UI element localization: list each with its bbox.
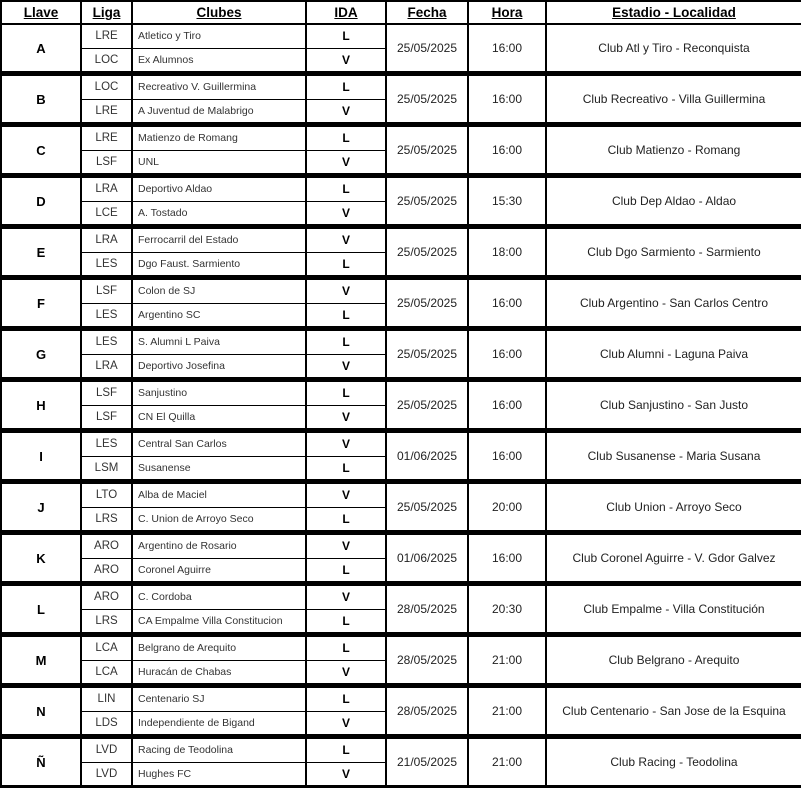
liga-cell: ARO: [81, 533, 132, 559]
club-subrow: [1, 227, 801, 253]
liga-cell: LDS: [81, 711, 132, 737]
liga-cell: LIN: [81, 686, 132, 712]
estadio-cell: Club Centenario - San Jose de la Esquina: [546, 686, 801, 737]
llave-cell: L: [1, 584, 81, 635]
liga-cell: LCE: [81, 201, 132, 227]
llave-cell: D: [1, 176, 81, 227]
ida-cell: L: [306, 635, 386, 661]
liga-cell: LOC: [81, 74, 132, 100]
hora-cell: 16:00: [468, 533, 546, 584]
liga-cell: LES: [81, 303, 132, 329]
club-name-cell: Argentino SC: [132, 303, 306, 329]
llave-cell: G: [1, 329, 81, 380]
club-subrow: [1, 125, 801, 151]
llave-cell: I: [1, 431, 81, 482]
header-clubes: Clubes: [132, 1, 306, 24]
club-name-cell: CN El Quilla: [132, 405, 306, 431]
group-row: [1, 24, 801, 74]
liga-cell: LVD: [81, 762, 132, 787]
estadio-cell: Club Dgo Sarmiento - Sarmiento: [546, 227, 801, 278]
fecha-cell: 25/05/2025: [386, 24, 468, 74]
club-name-cell: Ferrocarril del Estado: [132, 227, 306, 253]
estadio-cell: Club Susanense - Maria Susana: [546, 431, 801, 482]
liga-cell: LSF: [81, 278, 132, 304]
hora-cell: 16:00: [468, 431, 546, 482]
club-subrow: [1, 329, 801, 355]
fecha-cell: 28/05/2025: [386, 584, 468, 635]
hora-cell: 21:00: [468, 686, 546, 737]
llave-cell: J: [1, 482, 81, 533]
club-name-cell: Deportivo Josefina: [132, 354, 306, 380]
liga-cell: LRE: [81, 24, 132, 48]
liga-cell: LCA: [81, 635, 132, 661]
liga-cell: LRA: [81, 176, 132, 202]
club-name-cell: Coronel Aguirre: [132, 558, 306, 584]
hora-cell: 20:30: [468, 584, 546, 635]
hora-cell: 15:30: [468, 176, 546, 227]
club-name-cell: Alba de Maciel: [132, 482, 306, 508]
ida-cell: L: [306, 125, 386, 151]
hora-cell: 21:00: [468, 635, 546, 686]
header-fecha: Fecha: [386, 1, 468, 24]
club-name-cell: Belgrano de Arequito: [132, 635, 306, 661]
club-subrow: [1, 24, 801, 48]
fecha-cell: 01/06/2025: [386, 533, 468, 584]
fecha-cell: 25/05/2025: [386, 329, 468, 380]
ida-cell: V: [306, 150, 386, 176]
estadio-cell: Club Coronel Aguirre - V. Gdor Galvez: [546, 533, 801, 584]
club-subrow: [1, 380, 801, 406]
club-name-cell: Dgo Faust. Sarmiento: [132, 252, 306, 278]
club-subrow: [1, 686, 801, 712]
club-name-cell: Central San Carlos: [132, 431, 306, 457]
fecha-cell: 25/05/2025: [386, 125, 468, 176]
club-name-cell: Sanjustino: [132, 380, 306, 406]
ida-cell: L: [306, 507, 386, 533]
liga-cell: LRE: [81, 125, 132, 151]
club-name-cell: A Juventud de Malabrigo: [132, 99, 306, 125]
ida-cell: L: [306, 74, 386, 100]
club-subrow: [1, 737, 801, 763]
llave-cell: A: [1, 24, 81, 74]
ida-cell: L: [306, 609, 386, 635]
group-row: [1, 278, 801, 329]
liga-cell: LSF: [81, 405, 132, 431]
liga-cell: LSM: [81, 456, 132, 482]
group-row: [1, 176, 801, 227]
group-row: [1, 533, 801, 584]
estadio-cell: Club Union - Arroyo Seco: [546, 482, 801, 533]
estadio-cell: Club Recreativo - Villa Guillermina: [546, 74, 801, 125]
hora-cell: 16:00: [468, 380, 546, 431]
ida-cell: V: [306, 227, 386, 253]
hora-cell: 16:00: [468, 24, 546, 74]
llave-cell: F: [1, 278, 81, 329]
ida-cell: V: [306, 405, 386, 431]
ida-cell: V: [306, 660, 386, 686]
header-llave: Llave: [1, 1, 81, 24]
hora-cell: 16:00: [468, 329, 546, 380]
club-subrow: [1, 278, 801, 304]
liga-cell: ARO: [81, 584, 132, 610]
club-name-cell: Huracán de Chabas: [132, 660, 306, 686]
estadio-cell: Club Empalme - Villa Constitución: [546, 584, 801, 635]
estadio-cell: Club Matienzo - Romang: [546, 125, 801, 176]
ida-cell: L: [306, 737, 386, 763]
header-ida: IDA: [306, 1, 386, 24]
liga-cell: ARO: [81, 558, 132, 584]
ida-cell: L: [306, 558, 386, 584]
ida-cell: L: [306, 303, 386, 329]
ida-cell: V: [306, 431, 386, 457]
fecha-cell: 25/05/2025: [386, 482, 468, 533]
club-subrow: [1, 431, 801, 457]
club-name-cell: Hughes FC: [132, 762, 306, 787]
club-name-cell: Susanense: [132, 456, 306, 482]
header-estadio: Estadio - Localidad: [546, 1, 801, 24]
ida-cell: V: [306, 584, 386, 610]
club-name-cell: Independiente de Bigand: [132, 711, 306, 737]
club-name-cell: Ex Alumnos: [132, 48, 306, 74]
liga-cell: LRA: [81, 354, 132, 380]
estadio-cell: Club Argentino - San Carlos Centro: [546, 278, 801, 329]
llave-cell: B: [1, 74, 81, 125]
fecha-cell: 25/05/2025: [386, 380, 468, 431]
llave-cell: E: [1, 227, 81, 278]
club-subrow: [1, 635, 801, 661]
fecha-cell: 28/05/2025: [386, 635, 468, 686]
liga-cell: LRS: [81, 507, 132, 533]
hora-cell: 20:00: [468, 482, 546, 533]
group-row: [1, 686, 801, 737]
group-row: [1, 227, 801, 278]
fecha-cell: 01/06/2025: [386, 431, 468, 482]
liga-cell: LRS: [81, 609, 132, 635]
ida-cell: V: [306, 278, 386, 304]
ida-cell: L: [306, 176, 386, 202]
ida-cell: L: [306, 686, 386, 712]
club-subrow: [1, 176, 801, 202]
fecha-cell: 25/05/2025: [386, 227, 468, 278]
club-name-cell: Centenario SJ: [132, 686, 306, 712]
group-row: [1, 380, 801, 431]
group-row: [1, 635, 801, 686]
liga-cell: LRA: [81, 227, 132, 253]
club-subrow: [1, 74, 801, 100]
llave-cell: H: [1, 380, 81, 431]
estadio-cell: Club Atl y Tiro - Reconquista: [546, 24, 801, 74]
liga-cell: LSF: [81, 380, 132, 406]
club-name-cell: C. Union de Arroyo Seco: [132, 507, 306, 533]
table-header: [1, 1, 801, 24]
ida-cell: V: [306, 99, 386, 125]
estadio-cell: Club Belgrano - Arequito: [546, 635, 801, 686]
club-name-cell: Argentino de Rosario: [132, 533, 306, 559]
estadio-cell: Club Alumni - Laguna Paiva: [546, 329, 801, 380]
group-row: [1, 482, 801, 533]
club-name-cell: Racing de Teodolina: [132, 737, 306, 763]
ida-cell: V: [306, 762, 386, 787]
llave-cell: C: [1, 125, 81, 176]
club-name-cell: CA Empalme Villa Constitucion: [132, 609, 306, 635]
hora-cell: 16:00: [468, 125, 546, 176]
llave-cell: Ñ: [1, 737, 81, 787]
club-name-cell: Recreativo V. Guillermina: [132, 74, 306, 100]
liga-cell: LRE: [81, 99, 132, 125]
ida-cell: L: [306, 252, 386, 278]
ida-cell: L: [306, 380, 386, 406]
fecha-cell: 25/05/2025: [386, 278, 468, 329]
hora-cell: 18:00: [468, 227, 546, 278]
club-name-cell: UNL: [132, 150, 306, 176]
llave-cell: N: [1, 686, 81, 737]
club-name-cell: Matienzo de Romang: [132, 125, 306, 151]
club-subrow: [1, 584, 801, 610]
group-row: [1, 737, 801, 787]
group-row: [1, 584, 801, 635]
club-subrow: [1, 482, 801, 508]
liga-cell: LSF: [81, 150, 132, 176]
club-name-cell: C. Cordoba: [132, 584, 306, 610]
header-hora: Hora: [468, 1, 546, 24]
liga-cell: LES: [81, 252, 132, 278]
ida-cell: L: [306, 24, 386, 48]
ida-cell: V: [306, 711, 386, 737]
group-row: [1, 329, 801, 380]
header-liga: Liga: [81, 1, 132, 24]
hora-cell: 21:00: [468, 737, 546, 787]
ida-cell: V: [306, 354, 386, 380]
ida-cell: V: [306, 533, 386, 559]
fecha-cell: 21/05/2025: [386, 737, 468, 787]
club-name-cell: A. Tostado: [132, 201, 306, 227]
liga-cell: LTO: [81, 482, 132, 508]
estadio-cell: Club Dep Aldao - Aldao: [546, 176, 801, 227]
ida-cell: L: [306, 329, 386, 355]
ida-cell: L: [306, 456, 386, 482]
estadio-cell: Club Sanjustino - San Justo: [546, 380, 801, 431]
liga-cell: LOC: [81, 48, 132, 74]
liga-cell: LES: [81, 329, 132, 355]
hora-cell: 16:00: [468, 278, 546, 329]
fecha-cell: 28/05/2025: [386, 686, 468, 737]
ida-cell: V: [306, 48, 386, 74]
group-row: [1, 431, 801, 482]
llave-cell: M: [1, 635, 81, 686]
hora-cell: 16:00: [468, 74, 546, 125]
fecha-cell: 25/05/2025: [386, 74, 468, 125]
club-name-cell: Deportivo Aldao: [132, 176, 306, 202]
club-name-cell: Atletico y Tiro: [132, 24, 306, 48]
club-name-cell: Colon de SJ: [132, 278, 306, 304]
ida-cell: V: [306, 201, 386, 227]
group-row: [1, 74, 801, 125]
club-name-cell: S. Alumni L Paiva: [132, 329, 306, 355]
llave-cell: K: [1, 533, 81, 584]
club-subrow: [1, 533, 801, 559]
ida-cell: V: [306, 482, 386, 508]
liga-cell: LVD: [81, 737, 132, 763]
liga-cell: LCA: [81, 660, 132, 686]
estadio-cell: Club Racing - Teodolina: [546, 737, 801, 787]
fecha-cell: 25/05/2025: [386, 176, 468, 227]
liga-cell: LES: [81, 431, 132, 457]
group-row: [1, 125, 801, 176]
